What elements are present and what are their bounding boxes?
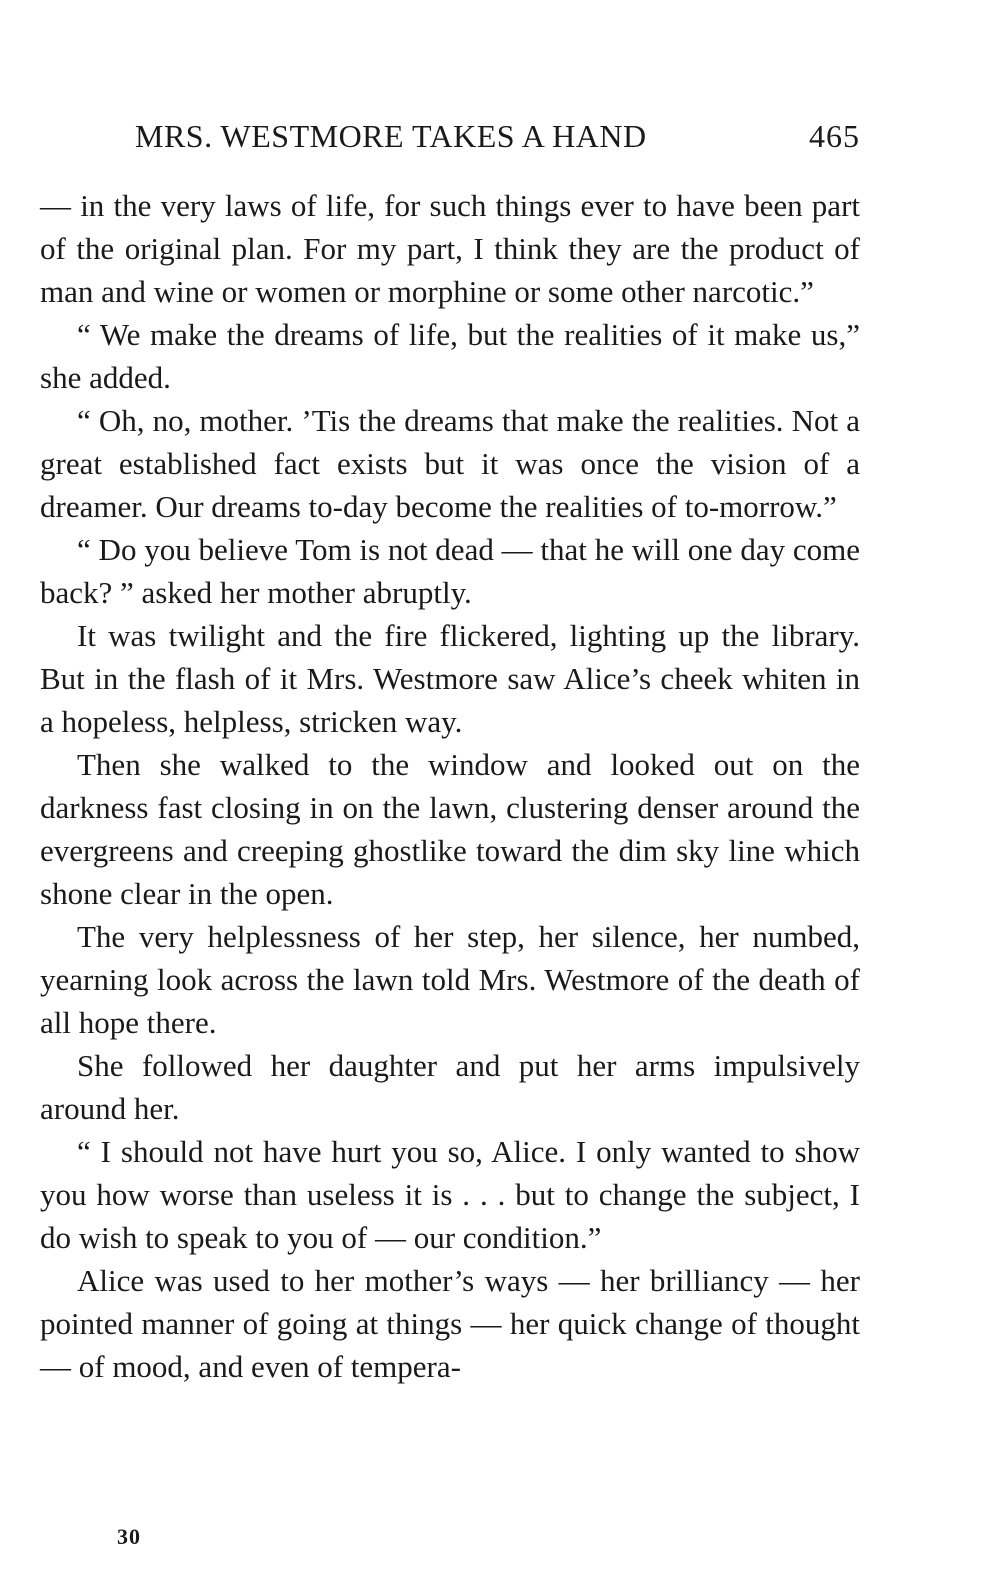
paragraph: Alice was used to her mother’s ways — her brilliancy — her pointed manner of going at things — her quick change of thought — of mood, and even of tempera-	[40, 1263, 860, 1384]
paragraph: It was twilight and the fire flickered, lighting up the library. But in the flash of it Mrs. Westmore saw Alice’s cheek whiten in a hopeless, helpless, stricken way.	[40, 618, 860, 739]
page-body	[40, 184, 860, 1388]
paragraph: Then she walked to the window and looked out on the darkness fast closing in on the lawn, clustering denser around the evergreens and creeping ghostlike toward the dim sky line which shone clear in the open.	[40, 747, 860, 911]
paragraph: The very helplessness of her step, her silence, her numbed, yearning look across the lawn told Mrs. Westmore of the death of all hope there.	[40, 919, 860, 1040]
running-header-title: MRS. WESTMORE TAKES A HAND	[135, 118, 647, 154]
paragraph: “ I should not have hurt you so, Alice. I only wanted to show you how worse than useless it is . . . but to change the subject, I do wish to speak to you of — our condition.”	[40, 1134, 860, 1255]
paragraph: “ Do you believe Tom is not dead — that he will one day come back? ” asked her mother abruptly.	[40, 532, 860, 610]
page-number: 465	[809, 118, 860, 154]
paragraph: She followed her daughter and put her arms impulsively around her.	[40, 1048, 860, 1126]
paragraph: “ We make the dreams of life, but the realities of it make us,” she added.	[40, 317, 860, 395]
paragraph: “ Oh, no, mother. ’Tis the dreams that make the realities. Not a great established fact exists but it was once the vision of a dreamer. Our dreams to-day become the realities of to-morrow.”	[40, 403, 860, 524]
paragraph-continuation: — in the very laws of life, for such things ever to have been part of the original plan. For my part, I think they are the product of man and wine or women or morphine or some other narcotic.”	[40, 188, 860, 309]
running-header	[135, 118, 860, 155]
signature-mark: 30	[117, 1524, 141, 1549]
